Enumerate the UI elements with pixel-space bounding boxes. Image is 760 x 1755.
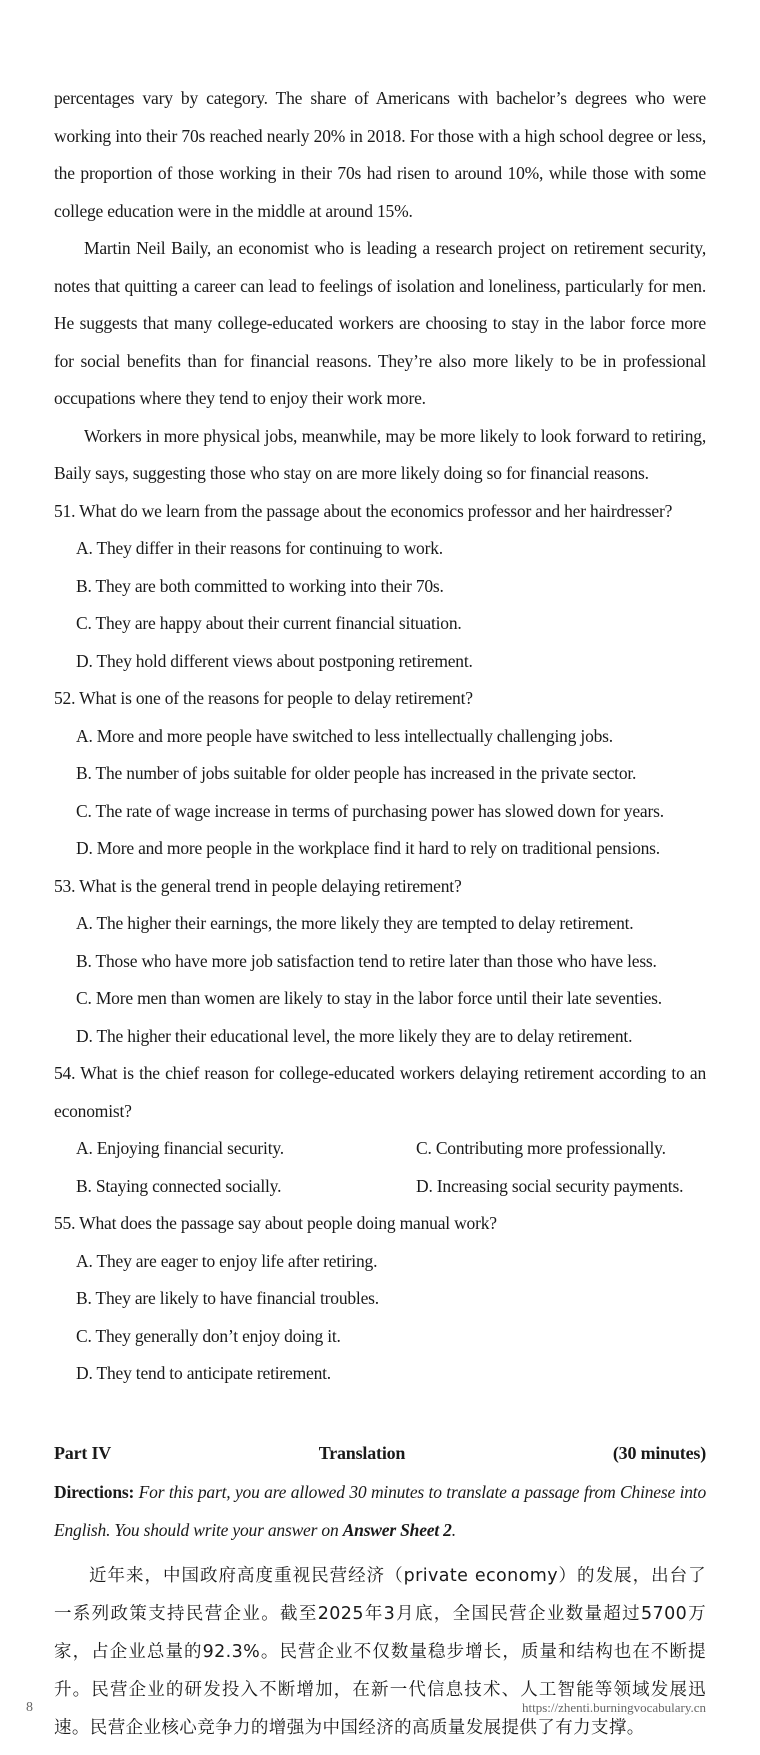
option-d: D. More and more people in the workplace find it hard to rely on traditional pensions. [76, 838, 660, 858]
option-a: A. They are eager to enjoy life after retiring. [76, 1250, 378, 1271]
option-c: C. They generally don’t enjoy doing it. [76, 1325, 341, 1346]
option-c: C. The rate of wage increase in terms of purchasing power has slowed down for years. [76, 800, 664, 821]
document-page [54, 80, 706, 1747]
passage-paragraph-3: Workers in more physical jobs, meanwhile, may be more likely to look forward to retiring, Baily says, suggesting those who stay on are more likely doing so for financial reasons. [54, 425, 706, 483]
part-title: Translation [318, 1442, 406, 1463]
option-row [76, 1130, 706, 1168]
page-number: 8 [26, 1700, 33, 1715]
answer-sheet-ref: Answer Sheet 2 [342, 1519, 452, 1540]
option-b: B. The number of jobs suitable for older people has increased in the private sector. [76, 763, 637, 783]
part-time: (30 minutes) [612, 1442, 706, 1463]
question-51 [54, 493, 706, 681]
option-row [76, 1168, 706, 1206]
option-c: C. More men than women are likely to stay in the labor force until their late seventies. [76, 988, 662, 1008]
footer-url: https://zhenti.burningvocabulary.cn [522, 1700, 706, 1715]
option-b: B. Those who have more job satisfaction tend to retire later than those who have less. [76, 950, 657, 971]
option-a: A. More and more people have switched to less intellectually challenging jobs. [76, 725, 613, 746]
option-d: D. The higher their educational level, the more likely they are to delay retirement. [76, 1025, 633, 1046]
option-a: A. They differ in their reasons for continuing to work. [76, 538, 443, 558]
option-a: A. Enjoying financial security. [76, 1138, 284, 1158]
passage-paragraph-1: percentages vary by category. The share of Americans with bachelor’s degrees who were working into their 70s reached nearly 20% in 2018. For those with a high school degree or less, the proportion of those working in their 70s had risen to around 10%, while those with some college education were in the middle at around 15%. [54, 88, 706, 221]
question-55 [54, 1205, 706, 1393]
option-c: C. Contributing more professionally. [416, 1138, 666, 1158]
question-54 [54, 1055, 706, 1205]
question-53 [54, 868, 706, 1056]
question-stem: 52. What is one of the reasons for people to delay retirement? [54, 688, 473, 708]
chinese-translation-passage: 近年来，中国政府高度重视民营经济（private economy）的发展，出台了一系列政策支持民营企业。截至2025年3月底，全国民营企业数量超过5700万家，占企业总量的92.3%。民营企业不仅数量稳步增长，质量和结构也在不断提升。民营企业的研发投入不断增加，在新一代信息技术、人工智能等领域发展迅速。民营企业核心竞争力的增强为中国经济的高质量发展提供了有力支撑。 [54, 1566, 706, 1738]
option-b: B. Staying connected socially. [76, 1175, 282, 1196]
question-stem: 53. What is the general trend in people delaying retirement? [54, 875, 462, 896]
question-stem: 51. What do we learn from the passage about the economics professor and her hairdresser? [54, 500, 673, 521]
option-d: D. Increasing social security payments. [416, 1175, 684, 1196]
part-header [54, 1435, 706, 1473]
passage-paragraph-2: Martin Neil Baily, an economist who is leading a research project on retirement security, notes that quitting a career can lead to feelings of isolation and loneliness, particularly for men. He suggests that many college-educated workers are choosing to stay in the labor force more for social benefits than for financial reasons. They’re also more likely to be in professional occupations where they tend to enjoy their work more. [54, 238, 706, 408]
question-stem: 55. What does the passage say about people doing manual work? [54, 1213, 497, 1233]
option-b: B. They are likely to have financial troubles. [76, 1288, 379, 1308]
question-52 [54, 680, 706, 868]
option-b: B. They are both committed to working into their 70s. [76, 575, 444, 596]
option-a: A. The higher their earnings, the more likely they are tempted to delay retirement. [76, 913, 634, 933]
directions-label: Directions: [54, 1482, 135, 1502]
option-d: D. They tend to anticipate retirement. [76, 1363, 331, 1383]
option-c: C. They are happy about their current financial situation. [76, 613, 462, 633]
part-label: Part IV [54, 1442, 112, 1463]
option-d: D. They hold different views about postponing retirement. [76, 650, 473, 671]
directions-period: . [451, 1519, 456, 1540]
directions-text: For this part, you are allowed 30 minutes to translate a passage from Chinese into English. You should write your answer on [54, 1482, 706, 1540]
question-stem: 54. What is the chief reason for college-educated workers delaying retirement according to an economist? [54, 1063, 706, 1121]
directions [54, 1474, 706, 1549]
